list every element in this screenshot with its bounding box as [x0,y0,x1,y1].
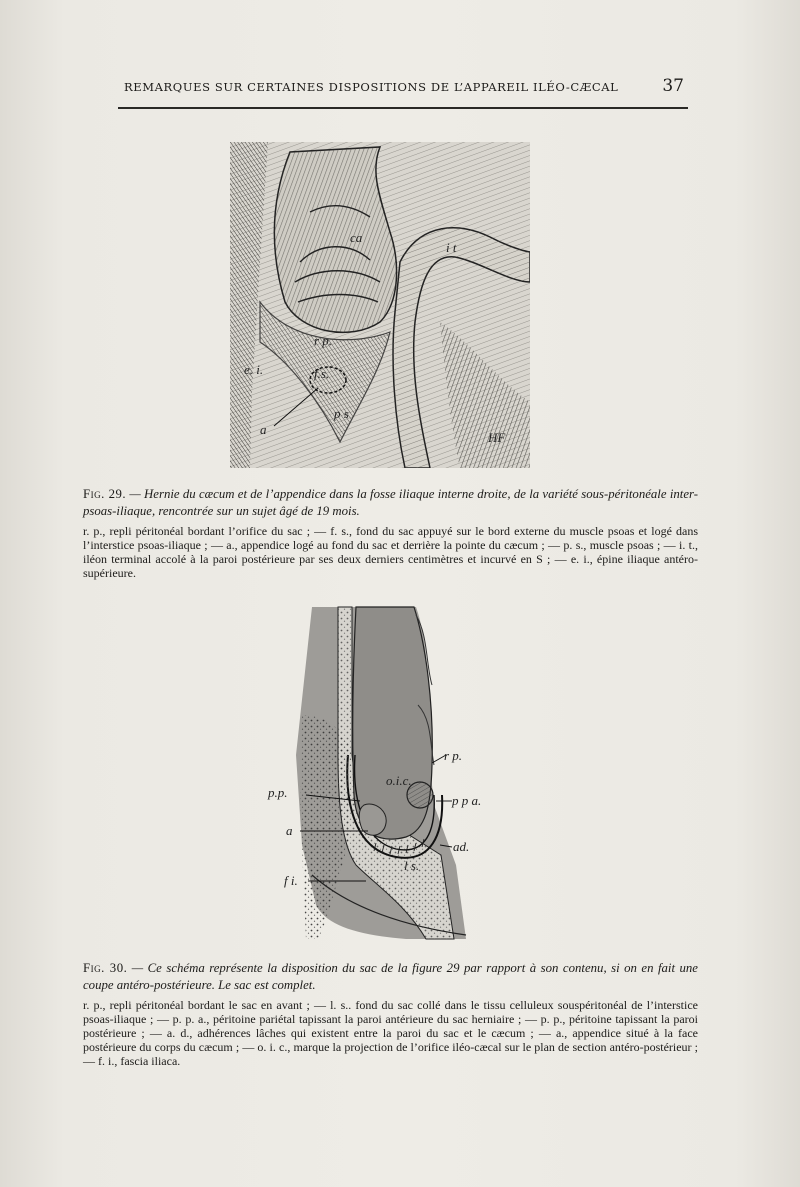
fig29-signature: HF [488,430,506,445]
header-rule [118,107,688,109]
figure-30-title-text: — Ce schéma représente la disposition du sac de la figure 29 par rapport à son contenu, si on en fait une coupe antéro-postérieure. Le sac est complet. [83,961,698,992]
figure-29-label: Fig. 29. [83,487,127,501]
running-header [118,76,688,102]
fig30-label-ls: l s. [404,858,420,873]
figure-30-schematic [256,605,496,947]
page-number: 37 [662,76,684,96]
figure-29-illustration [230,142,530,468]
figure-29-title [83,486,698,520]
fig30-label-ad: ad. [453,839,470,854]
fig29-label-ei: e. i. [244,362,264,377]
fig29-label-it: i t [446,240,457,255]
figure-29-legend: r. p., repli péritonéal bordant l’orifice du sac ; — f. s., fond du sac appuyé sur le bord externe du muscle psoas et logé dans l’interstice psoas-iliaque ; — a., appendice logé au fond du sac et derrière la pointe du cæcum ; — p. s., muscle psoas ; — i. t., iléon terminal accolé à la paroi postérieure par ses deux derniers centimètres et incurvé en S ; — e. i., épine iliaque antéro-supérieure. [83,524,698,580]
fig30-label-ppa: p p a. [452,793,482,808]
fig30-label-oic: o.i.c. [386,773,412,788]
fig30-label-rp: r p. [444,748,463,763]
figure-30-caption [83,960,698,1068]
fig29-label-ca: ca [350,230,363,245]
fig29-label-rp: r p. [314,333,333,348]
fig29-label-ps: p s [334,406,349,421]
figure-29-caption [83,486,698,580]
fig29-label-fs: f.s. [314,366,330,381]
figure-30-legend: r. p., repli péritonéal bordant le sac en avant ; — l. s.. fond du sac collé dans le tissu celluleux souspéritonéal de l’interstice psoas-iliaque ; — p. p. a., péritoine pariétal tapissant la paroi antérieure du sac herniaire ; — p. p., péritoine tapissant la paroi postérieure ; — a. d., adhérences lâches qui existent entre la paroi du sac et le cæcum ; — a., appendice situé à la face postérieure du corps du cæcum ; — o. i. c., marque la projection de l’orifice iléo-cæcal sur le plan de section antéro-postérieur ; — f. i., fascia iliaca. [83,998,698,1068]
figure-30-title [83,960,698,994]
fig30-label-pp: p.p. [268,785,288,800]
figure-29-title-text: — Hernie du cæcum et de l’appendice dans la fosse iliaque interne droite, de la variété sous-péritonéale inter-psoas-iliaque, rencontrée sur un sujet âgé de 19 mois. [83,487,699,518]
fig29-label-a: a [260,422,267,437]
figure-30-label: Fig. 30. [83,961,128,975]
running-title: REMARQUES SUR CERTAINES DISPOSITIONS DE L’APPAREIL ILÉO-CÆCAL [124,80,619,94]
fig30-label-fi: f i. [284,873,298,888]
fig30-label-a: a [286,823,293,838]
